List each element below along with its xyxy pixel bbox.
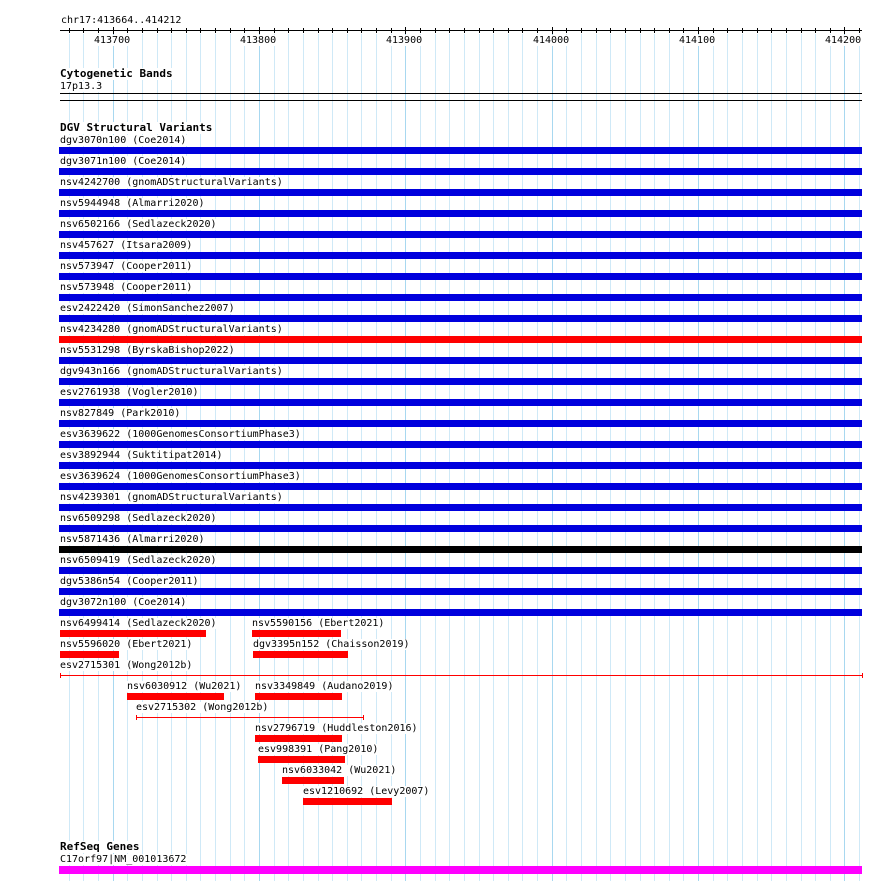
dgv-feature-label: nsv827849 (Park2010): [60, 408, 181, 419]
dgv-feature-bar[interactable]: [59, 609, 862, 616]
ruler-tick-label: 414100: [679, 35, 716, 46]
ruler-minor-tick: [566, 28, 567, 33]
ruler-minor-tick: [98, 28, 99, 33]
ruler-minor-tick: [142, 28, 143, 33]
ruler-minor-tick: [259, 27, 260, 34]
ruler-minor-tick: [288, 28, 289, 33]
dgv-feature-interval-end: [363, 715, 364, 720]
dgv-feature-label: esv2715302 (Wong2012b): [136, 702, 269, 713]
ruler-tick-label: 414200: [825, 35, 862, 46]
ruler-minor-tick: [508, 28, 509, 33]
cytoband-outline-top: [60, 93, 862, 94]
dgv-feature-label: nsv6509419 (Sedlazeck2020): [60, 555, 217, 566]
dgv-feature-label: nsv573948 (Cooper2011): [60, 282, 193, 293]
dgv-feature-bar[interactable]: [59, 294, 862, 301]
ruler-minor-tick: [713, 28, 714, 33]
dgv-feature-bar[interactable]: [59, 231, 862, 238]
dgv-feature-bar[interactable]: [59, 483, 862, 490]
ruler-minor-tick: [581, 28, 582, 33]
ruler-minor-tick: [435, 28, 436, 33]
ruler-minor-tick: [347, 28, 348, 33]
dgv-feature-bar[interactable]: [59, 546, 862, 553]
dgv-feature-bar[interactable]: [59, 462, 862, 469]
dgv-feature-bar[interactable]: [59, 315, 862, 322]
dgv-feature-label: esv2715301 (Wong2012b): [60, 660, 193, 671]
gene-feature-bar[interactable]: [59, 866, 862, 874]
dgv-feature-label: esv998391 (Pang2010): [258, 744, 379, 755]
position-label: chr17:413664..414212: [61, 15, 182, 26]
ruler-tick-label: 413800: [240, 35, 277, 46]
dgv-feature-bar[interactable]: [59, 525, 862, 532]
ruler-minor-tick: [859, 28, 860, 33]
dgv-feature-bar[interactable]: [303, 798, 392, 805]
ruler-minor-tick: [698, 27, 699, 34]
dgv-feature-label: nsv5871436 (Almarri2020): [60, 534, 205, 545]
ruler-minor-tick: [244, 28, 245, 33]
ruler-minor-tick: [493, 28, 494, 33]
dgv-feature-bar[interactable]: [59, 441, 862, 448]
ruler-minor-tick: [757, 28, 758, 33]
ruler-minor-tick: [449, 28, 450, 33]
dgv-feature-label: esv2761938 (Vogler2010): [60, 387, 199, 398]
ruler-minor-tick: [69, 28, 70, 33]
ruler-tick-label: 413700: [94, 35, 131, 46]
ruler-minor-tick: [171, 28, 172, 33]
dgv-feature-label: esv3639622 (1000GenomesConsortiumPhase3): [60, 429, 301, 440]
dgv-feature-label: esv1210692 (Levy2007): [303, 786, 430, 797]
ruler-tick-label: 414000: [533, 35, 570, 46]
ruler-minor-tick: [625, 28, 626, 33]
dgv-feature-bar[interactable]: [59, 567, 862, 574]
dgv-feature-bar[interactable]: [60, 651, 119, 658]
ruler-minor-tick: [405, 27, 406, 34]
dgv-feature-bar[interactable]: [59, 357, 862, 364]
dgv-track-title[interactable]: DGV Structural Variants: [60, 121, 213, 134]
dgv-feature-label: nsv2796719 (Huddleston2016): [255, 723, 418, 734]
dgv-feature-bar[interactable]: [59, 588, 862, 595]
dgv-feature-label: nsv457627 (Itsara2009): [60, 240, 193, 251]
dgv-feature-label: esv3892944 (Suktitipat2014): [60, 450, 223, 461]
ruler-minor-tick: [654, 28, 655, 33]
ruler-minor-tick: [113, 27, 114, 34]
ruler-minor-tick: [479, 28, 480, 33]
dgv-feature-interval-end: [862, 673, 863, 678]
dgv-feature-bar[interactable]: [282, 777, 344, 784]
ruler-minor-tick: [522, 28, 523, 33]
ruler-minor-tick: [83, 28, 84, 33]
dgv-feature-bar[interactable]: [258, 756, 345, 763]
ruler-minor-tick: [303, 28, 304, 33]
dgv-feature-bar[interactable]: [59, 336, 862, 343]
ruler-minor-tick: [230, 28, 231, 33]
ruler-minor-tick: [727, 28, 728, 33]
dgv-feature-bar[interactable]: [59, 210, 862, 217]
dgv-feature-interval[interactable]: [60, 675, 862, 676]
dgv-feature-label: nsv4239301 (gnomADStructuralVariants): [60, 492, 283, 503]
dgv-feature-label: nsv4234280 (gnomADStructuralVariants): [60, 324, 283, 335]
ruler-tick-label: 413900: [386, 35, 423, 46]
dgv-feature-label: nsv5944948 (Almarri2020): [60, 198, 205, 209]
ruler-minor-tick: [215, 28, 216, 33]
ruler-minor-tick: [537, 28, 538, 33]
dgv-feature-interval-end: [136, 715, 137, 720]
dgv-feature-bar[interactable]: [59, 273, 862, 280]
ruler-minor-tick: [640, 28, 641, 33]
ruler-minor-tick: [332, 28, 333, 33]
ruler-minor-tick: [801, 28, 802, 33]
dgv-feature-bar[interactable]: [127, 693, 224, 700]
cytoband-outline-bottom[interactable]: [60, 100, 862, 101]
dgv-feature-label: nsv573947 (Cooper2011): [60, 261, 193, 272]
dgv-feature-bar[interactable]: [253, 651, 348, 658]
dgv-feature-interval-end: [60, 673, 61, 678]
ruler-minor-tick: [186, 28, 187, 33]
dgv-feature-label: nsv5596020 (Ebert2021): [60, 639, 193, 650]
ruler-minor-tick: [830, 28, 831, 33]
dgv-feature-bar[interactable]: [59, 399, 862, 406]
ruler-minor-tick: [683, 28, 684, 33]
dgv-feature-label: nsv5590156 (Ebert2021): [252, 618, 385, 629]
dgv-feature-label: nsv5531298 (ByrskaBishop2022): [60, 345, 235, 356]
ruler-minor-tick: [844, 27, 845, 34]
ruler-minor-tick: [786, 28, 787, 33]
ruler-minor-tick: [127, 28, 128, 33]
refseq-track-title[interactable]: RefSeq Genes: [60, 840, 140, 853]
dgv-feature-label: esv2422420 (SimonSanchez2007): [60, 303, 235, 314]
ruler-minor-tick: [771, 28, 772, 33]
dgv-feature-bar[interactable]: [59, 168, 862, 175]
dgv-feature-label: dgv3071n100 (Coe2014): [60, 156, 187, 167]
dgv-feature-bar[interactable]: [59, 189, 862, 196]
dgv-feature-label: dgv943n166 (gnomADStructuralVariants): [60, 366, 283, 377]
ruler-minor-tick: [669, 28, 670, 33]
cytoband-track-title[interactable]: Cytogenetic Bands: [60, 67, 173, 80]
ruler-minor-tick: [391, 28, 392, 33]
dgv-feature-label: nsv6499414 (Sedlazeck2020): [60, 618, 217, 629]
ruler-minor-tick: [464, 28, 465, 33]
dgv-feature-label: nsv6509298 (Sedlazeck2020): [60, 513, 217, 524]
ruler-minor-tick: [420, 28, 421, 33]
ruler-minor-tick: [815, 28, 816, 33]
dgv-feature-label: nsv4242700 (gnomADStructuralVariants): [60, 177, 283, 188]
dgv-feature-bar[interactable]: [255, 735, 342, 742]
dgv-feature-label: nsv3349849 (Audano2019): [255, 681, 394, 692]
ruler-minor-tick: [274, 28, 275, 33]
ruler-minor-tick: [742, 28, 743, 33]
dgv-feature-bar[interactable]: [59, 420, 862, 427]
ruler-minor-tick: [596, 28, 597, 33]
dgv-feature-label: dgv5386n54 (Cooper2011): [60, 576, 199, 587]
cytoband-label: 17p13.3: [60, 81, 103, 92]
ruler-minor-tick: [552, 27, 553, 34]
dgv-feature-label: dgv3072n100 (Coe2014): [60, 597, 187, 608]
dgv-feature-bar[interactable]: [255, 693, 342, 700]
dgv-feature-bar[interactable]: [59, 504, 862, 511]
dgv-feature-bar[interactable]: [60, 630, 206, 637]
ruler-minor-tick: [610, 28, 611, 33]
ruler-minor-tick: [318, 28, 319, 33]
dgv-feature-label: dgv3070n100 (Coe2014): [60, 135, 187, 146]
dgv-feature-interval[interactable]: [136, 717, 363, 718]
dgv-feature-bar[interactable]: [59, 252, 862, 259]
ruler-minor-tick: [200, 28, 201, 33]
dgv-feature-label: nsv6030912 (Wu2021): [127, 681, 242, 692]
dgv-feature-label: nsv6502166 (Sedlazeck2020): [60, 219, 217, 230]
dgv-feature-label: nsv6033042 (Wu2021): [282, 765, 397, 776]
ruler-minor-tick: [157, 28, 158, 33]
dgv-feature-label: dgv3395n152 (Chaisson2019): [253, 639, 410, 650]
dgv-feature-bar[interactable]: [59, 378, 862, 385]
dgv-feature-bar[interactable]: [59, 147, 862, 154]
ruler-minor-tick: [376, 28, 377, 33]
dgv-feature-label: esv3639624 (1000GenomesConsortiumPhase3): [60, 471, 301, 482]
dgv-feature-bar[interactable]: [252, 630, 341, 637]
gene-label: C17orf97|NM_001013672: [60, 854, 187, 865]
ruler-minor-tick: [361, 28, 362, 33]
